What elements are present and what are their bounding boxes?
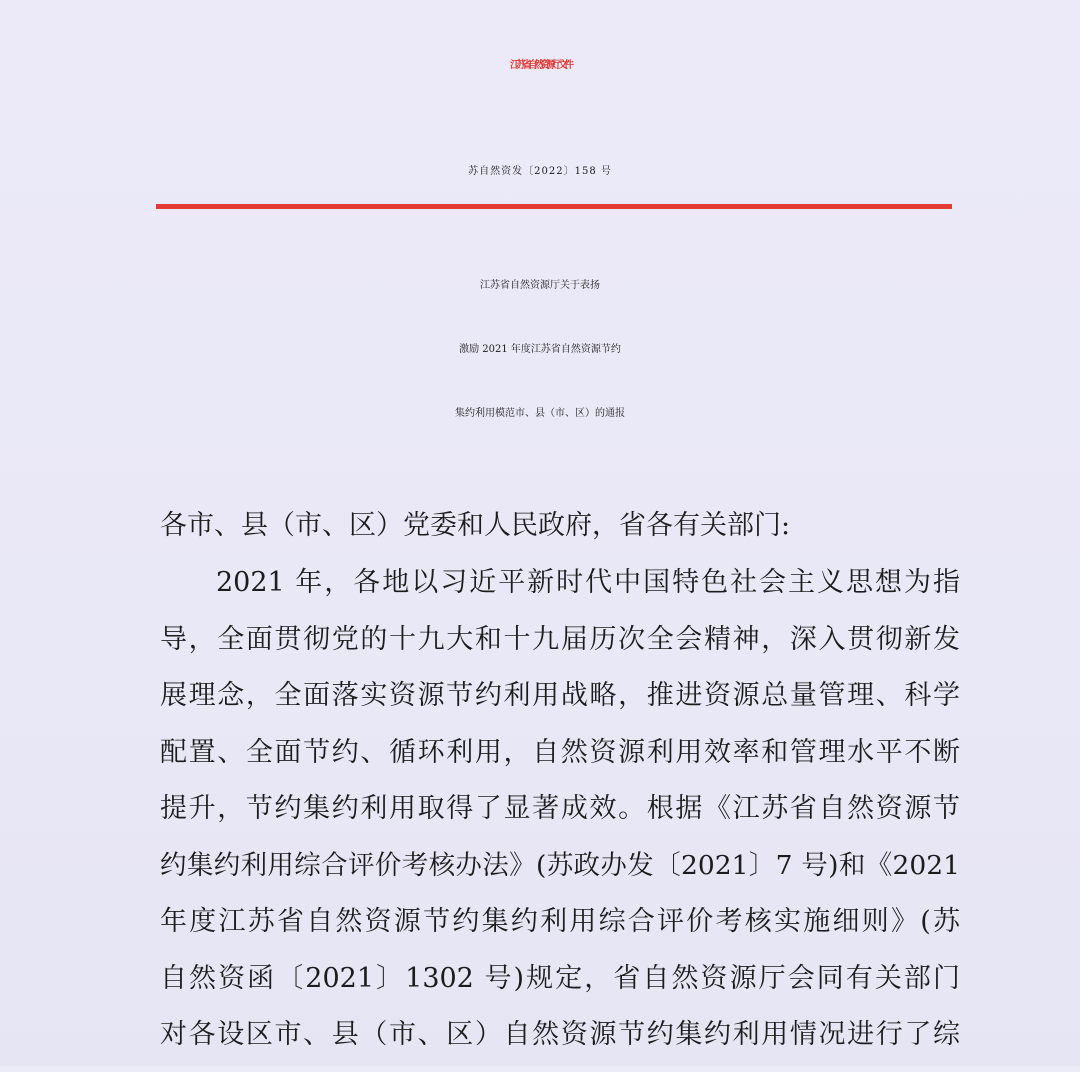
issuing-authority-header: 江苏省自然资源厅文件 — [510, 60, 570, 71]
notice-title-line: 激励 2021 年度江苏省自然资源节约 — [459, 344, 621, 355]
red-divider-line — [156, 204, 952, 209]
notice-title-line: 江苏省自然资源厅关于表扬 — [480, 280, 600, 291]
body-line: 约集约利用综合评价考核办法》(苏政办发〔2021〕7 号)和《2021 — [160, 849, 960, 881]
body-line: 自然资函〔2021〕1302 号)规定，省自然资源厅会同有关部门 — [160, 962, 960, 994]
notice-title-line: 集约利用模范市、县（市、区）的通报 — [455, 408, 625, 419]
body-line: 导，全面贯彻党的十九大和十九届历次全会精神，深入贯彻新发 — [160, 623, 960, 655]
salutation: 各市、县（市、区）党委和人民政府，省各有关部门: — [160, 510, 791, 541]
body-line: 对各设区市、县（市、区）自然资源节约集约利用情况进行了综 — [160, 1019, 960, 1050]
body-line: 配置、全面节约、循环利用，自然资源利用效率和管理水平不断 — [160, 736, 960, 768]
body-line: 提升，节约集约利用取得了显著成效。根据《江苏省自然资源节 — [160, 793, 960, 824]
notice-title — [0, 254, 1080, 446]
body-line: 2021 年，各地以习近平新时代中国特色社会主义思想为指 — [216, 567, 960, 598]
body-line: 年度江苏省自然资源节约集约利用综合评价考核实施细则》(苏 — [160, 906, 960, 937]
document-number: 苏自然资发〔2022〕158 号 — [468, 166, 612, 177]
body-line: 展理念，全面落实资源节约利用战略，推进资源总量管理、科学 — [160, 680, 960, 711]
body-paragraph — [160, 563, 960, 1072]
